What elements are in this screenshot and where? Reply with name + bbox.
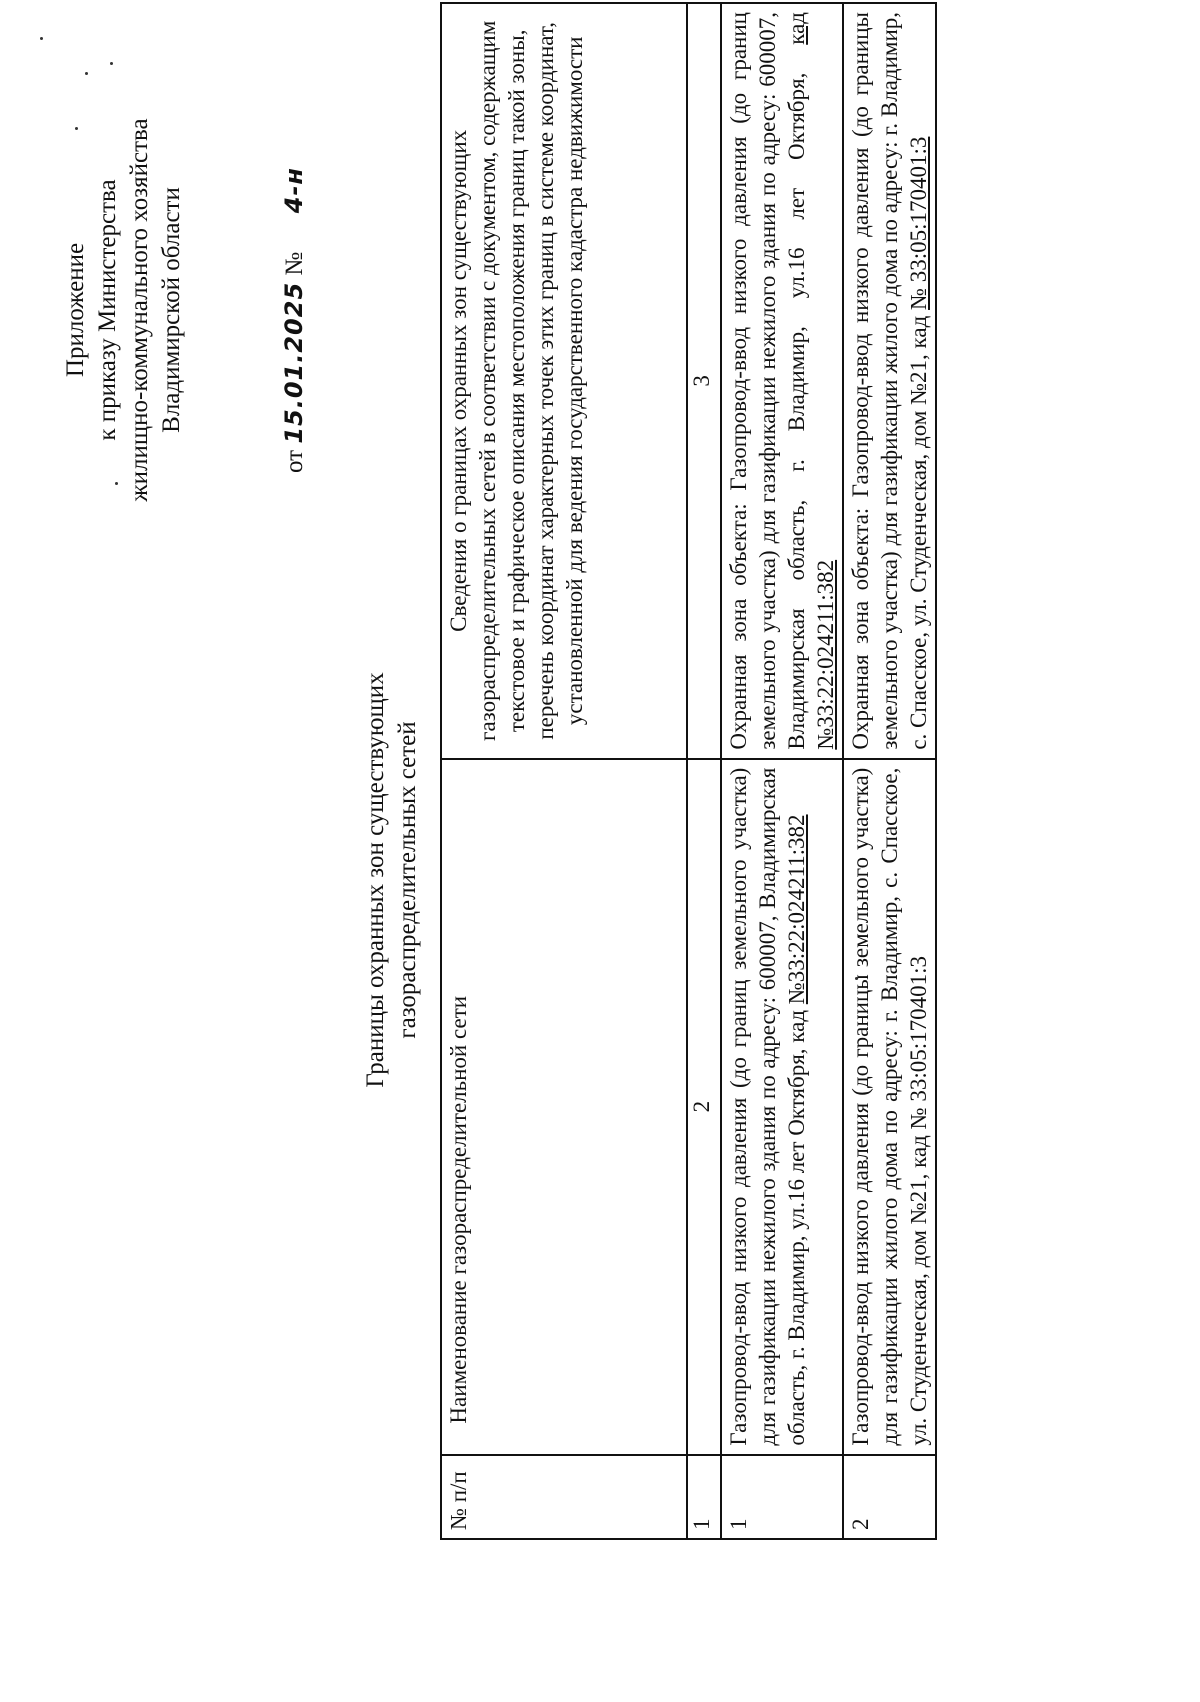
header-info: Сведения о границах охранных зон существующих газораспределительных сетей в соответствии с документом, содержащим текстовое и графическое описания местоположения границ такой зоны, перечень координат характерных точек этих границ в системе координат, установленной для ведения государственного кадастра недвижимости [441, 3, 687, 759]
row-name-text: Газопровод-ввод низкого давления (до границ земельного участка) для газификации нежилого здания по адресу: 600007, Владимирская область, г. Владимир, ул.16 лет Октября, кад [726, 767, 809, 1446]
table-header-row [441, 3, 687, 1539]
row-num: 1 [721, 1455, 843, 1539]
row-name [721, 759, 843, 1455]
order-prefix: от [281, 449, 308, 474]
table-row [843, 3, 936, 1539]
title-line-2: газораспределительных сетей [394, 721, 421, 1039]
row-num: 2 [843, 1455, 936, 1539]
row-info-text: Охранная зона объекта: Газопровод-ввод низкого давления (до границ земельного участка) для газификации нежилого здания по адресу: 600007, Владимирская область, г. Владимир, ул.16 лет Октября, [726, 12, 809, 750]
order-date: 15.01.2025 [280, 281, 308, 444]
table-index-row [687, 3, 721, 1539]
row-info [721, 3, 843, 759]
table-row [721, 3, 843, 1539]
appendix-ministry: к приказу Министерства [94, 179, 121, 441]
appendix-label: Приложение [62, 242, 89, 378]
index-cell: 2 [687, 759, 721, 1455]
index-cell: 3 [687, 3, 721, 759]
order-number: 4-н [280, 166, 308, 214]
index-cell: 1 [687, 1455, 721, 1539]
row-info-text: Охранная зона объекта: Газопровод-ввод низкого давления (до границы земельного участка) для газификации жилого дома по адресу: г. Владимир, с. Спасское, ул. Студенческая, дом №21, кад [848, 12, 931, 750]
document-title [360, 560, 424, 1200]
row-name: Газопровод-ввод низкого давления (до границы земельного участка) для газификации жилого дома по адресу: г. Владимир, с. Спасское, ул. Студенческая, дом №21, кад № 33:05:170401:3 [843, 759, 936, 1455]
row-info [843, 3, 936, 759]
order-reference [280, 100, 309, 540]
order-number-label: № [281, 251, 308, 276]
scan-speck [40, 37, 43, 40]
header-name: Наименование газораспределительной сети [441, 759, 687, 1455]
appendix-ministry-name: жилищно-коммунального хозяйства [126, 118, 153, 502]
title-line-1: Границы охранных зон существующих [362, 672, 389, 1088]
row-info-cadastral: кад №33:22:024211:382 [784, 12, 838, 750]
appendix-region: Владимирской области [158, 187, 185, 433]
row-info-cadastral: № 33:05:170401:3 [906, 136, 931, 310]
protection-zones-table [440, 2, 937, 1540]
row-name-cadastral: №33:22:024211:382 [784, 814, 809, 1005]
header-num: № п/п [441, 1455, 687, 1539]
appendix-header [60, 60, 188, 560]
